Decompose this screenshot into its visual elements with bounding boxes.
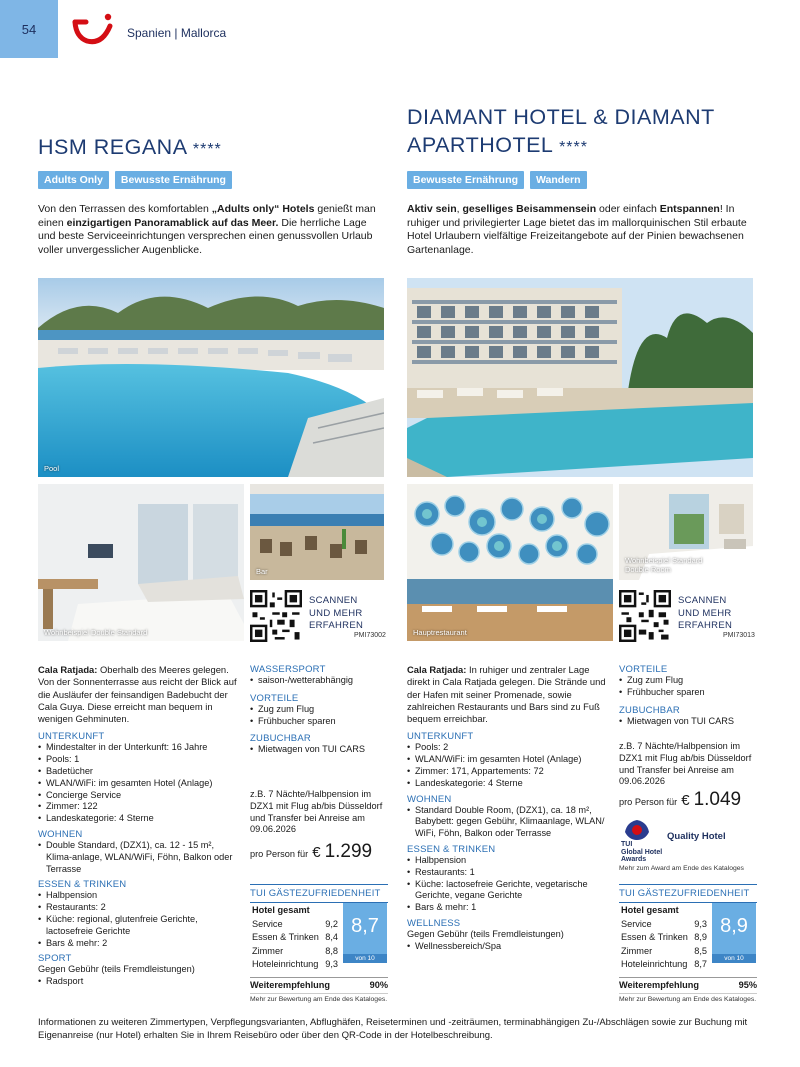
- price-description: z.B. 7 Nächte/Halbpension im DZX1 mit Flug ab/bis Düsseldorf und Transfer bei Anreise am 09.06.2026: [250, 789, 383, 835]
- award-logo-icon: [621, 818, 653, 842]
- award-badge: [619, 818, 759, 876]
- room-photo: [619, 484, 753, 580]
- footer-note: Informationen zu weiteren Zimmertypen, Verpflegungsvarianten, Abflughäfen, Reiseterminen und -zeiträumen, terminabhängigen Zu-/Abschlägen sowie zur Buchung mit Eigenanreise (nur Hotel) erhalten Sie in Ihrem Reisebüro oder über den QR-Code in der Hotelbeschreibung.: [38, 1017, 748, 1041]
- section-heading: WASSERSPORT: [250, 664, 326, 675]
- section-heading: WELLNESS: [407, 918, 461, 930]
- section-heading: VORTEILE: [619, 664, 668, 675]
- zubuchbar-list: • Mietwagen von TUI CARS: [619, 716, 757, 728]
- hotel-title: DIAMANT HOTEL & DIAMANT APARTHOTEL ****: [407, 105, 715, 157]
- intro-text: Aktiv sein, geselliges Beisammensein oder einfach Entspannen! In ruhiger und privilegierter Lage bietet das im mallorquinischen Stil erbaute Hotel Urlaubern vielfältige Freizeitangebote auf der Pinien bewachsenen Gartenanlage.: [407, 203, 747, 256]
- qr-label: SCANNEN UND MEHR ERFAHREN: [678, 595, 733, 631]
- location-text: Cala Ratjada: In ruhiger und zentraler Lage direkt in Cala Ratjada gelegen. Die Strände und der Hafen mit seiner Promenade, sowie zahlreichen Restaurants und Bars sind zu Fuß bequem erreichbar.: [407, 664, 606, 725]
- price-line: pro Person für € 1.049: [619, 789, 742, 811]
- section-heading: TUI GÄSTEZUFRIEDENHEIT: [619, 884, 757, 899]
- section-heading: UNTERKUNFT: [407, 731, 474, 743]
- star-rating: ****: [559, 139, 588, 156]
- hotel-title: HSM REGANA ****: [38, 135, 222, 159]
- image-caption: Pool: [44, 464, 60, 473]
- rating-table: Hotel gesamt Service 9,3 Essen & Trinken 8,9 Zimmer 8,5 Hoteleinrichtung 8,7: [621, 905, 707, 969]
- intro-text: Von den Terrassen des komfortablen „Adults only“ Hotels genießt man einen einzigartigen Panoramablick auf das Meer. Die herrliche Lage und beste Serviceeinrichtungen versprechen einen genussvollen Urlaub voller unvergesslicher Augenblicke.: [38, 203, 376, 256]
- hotel-pool-photo: [407, 278, 753, 477]
- qr-code-icon[interactable]: [619, 590, 671, 642]
- section-heading: ZUBUCHBAR: [250, 733, 311, 745]
- section-heading: ZUBUCHBAR: [619, 704, 680, 716]
- sport-note: Gegen Gebühr (teils Fremdleistungen): [38, 964, 195, 975]
- location-text: Cala Ratjada: Oberhalb des Meeres gelegen. Von der Sonnenterrasse aus reicht der Blick auf die Ausläufer der feinsandigen Badebucht der Cala Guya. Diese erreicht man bequem in wenigen Gehminuten.: [38, 664, 237, 725]
- essen-list: • Halbpension • Restaurants: 2 • Küche: regional, glutenfreie Gerichte, lactosefreie Gerichte • Bars & mehr: 2: [38, 890, 238, 949]
- rating-table: Hotel gesamt Service 9,2 Essen & Trinken 8,4 Zimmer 8,8 Hoteleinrichtung 9,3: [252, 905, 338, 969]
- tag: Bewusste Ernährung: [115, 171, 232, 189]
- price-block: [250, 789, 388, 863]
- tag: Adults Only: [38, 171, 109, 189]
- price-amount: 1.299: [324, 841, 373, 863]
- image-caption: Bar: [256, 567, 268, 576]
- hotel-details: [38, 664, 238, 988]
- rating-note: Mehr zur Bewertung am Ende des Kataloges.: [619, 993, 757, 1003]
- image-caption: Wohnbeispiel Double Standard: [44, 628, 148, 637]
- section-heading: VORTEILE: [250, 692, 299, 704]
- tag: Bewusste Ernährung: [407, 171, 524, 189]
- tag-list: [38, 171, 232, 189]
- image-caption: Wohnbeispiel Standard Double Room: [625, 556, 703, 574]
- qr-label: SCANNEN UND MEHR ERFAHREN: [309, 595, 364, 631]
- award-title: Quality Hotel: [667, 831, 726, 842]
- tui-logo: [72, 12, 116, 48]
- unterkunft-list: • Pools: 2 • WLAN/WiFi: im gesamten Hotel (Anlage) • Zimmer: 171, Appartements: 72 • Landeskategorie: 4 Sterne: [407, 742, 607, 789]
- wellness-note: Gegen Gebühr (teils Fremdleistungen): [407, 929, 564, 940]
- hotel-extras: [250, 664, 388, 756]
- qr-code-icon[interactable]: [250, 590, 302, 642]
- product-code: PMI73013: [723, 632, 755, 639]
- product-code: PMI73002: [354, 632, 386, 639]
- section-heading: SPORT: [38, 953, 72, 965]
- rating-score: 8,9 von 10: [712, 903, 756, 963]
- tag: Wandern: [530, 171, 587, 189]
- rating-score: 8,7 von 10: [343, 903, 387, 963]
- rating-note: Mehr zur Bewertung am Ende des Kataloges.: [250, 993, 388, 1003]
- vorteile-list: • Zug zum Flug • Frühbucher sparen: [619, 675, 757, 699]
- award-label: TUI Global Hotel Awards: [621, 841, 663, 863]
- price-block: [619, 741, 757, 811]
- rating-block: [619, 884, 757, 1003]
- section-heading: UNTERKUNFT: [38, 731, 105, 743]
- wohnen-list: • Double Standard, (DZX1), ca. 12 - 15 m², Klima-anlage, WLAN/WiFi, Föhn, Balkon oder Terrasse: [38, 840, 238, 875]
- hotel-details: [407, 664, 607, 953]
- breadcrumb: Spanien | Mallorca: [127, 26, 227, 40]
- vorteile-list: • Zug zum Flug • Frühbucher sparen: [250, 704, 388, 728]
- pool-photo: [38, 278, 384, 477]
- page-number: 54: [0, 0, 58, 58]
- section-heading: ESSEN & TRINKEN: [407, 844, 496, 856]
- price-amount: 1.049: [693, 789, 742, 811]
- section-heading: ESSEN & TRINKEN: [38, 879, 127, 891]
- hotel-extras: [619, 664, 757, 727]
- wohnen-list: • Standard Double Room, (DZX1), ca. 18 m², Babybett: gegen Gebühr, Klimaanlage, WLAN/ WiFi, Föhn, Balkon oder Terrasse: [407, 805, 607, 840]
- unterkunft-list: • Mindestalter in der Unterkunft: 16 Jahre • Pools: 1 • Badetücher • WLAN/WiFi: im gesamten Hotel (Anlage) • Concierge Service • Zimmer: 122 • Landeskategorie: 4 Sterne: [38, 742, 238, 825]
- restaurant-photo: [407, 484, 613, 641]
- rating-box: [250, 902, 388, 973]
- image-caption: Hauptrestaurant: [413, 628, 467, 637]
- award-note: Mehr zum Award am Ende des Kataloges: [619, 865, 744, 872]
- essen-list: • Halbpension • Restaurants: 1 • Küche: lactosefreie Gerichte, vegetarische Gerichte, vegane Gerichte • Bars & mehr: 1: [407, 855, 607, 914]
- price-description: z.B. 7 Nächte/Halbpension im DZX1 mit Flug ab/bis Düsseldorf und Transfer bei Anreise am 09.06.2026: [619, 741, 752, 787]
- rating-box: [619, 902, 757, 973]
- section-heading: WOHNEN: [407, 793, 452, 805]
- section-heading: TUI GÄSTEZUFRIEDENHEIT: [250, 884, 388, 899]
- rating-block: [250, 884, 388, 1003]
- wellness-list: • Wellnessbereich/Spa: [407, 941, 607, 953]
- room-photo: [38, 484, 244, 641]
- tag-list: [407, 171, 587, 189]
- sport-list: • Radsport: [38, 976, 238, 988]
- price-line: pro Person für € 1.299: [250, 841, 373, 863]
- section-heading: WOHNEN: [38, 829, 83, 841]
- star-rating: ****: [192, 141, 222, 158]
- recommendation: Weiterempfehlung 95%: [619, 977, 757, 990]
- zubuchbar-list: • Mietwagen von TUI CARS: [250, 744, 388, 756]
- bar-photo: [250, 484, 384, 580]
- recommendation: Weiterempfehlung 90%: [250, 977, 388, 990]
- wassersport-list: • saison-/wetterabhängig: [250, 675, 388, 687]
